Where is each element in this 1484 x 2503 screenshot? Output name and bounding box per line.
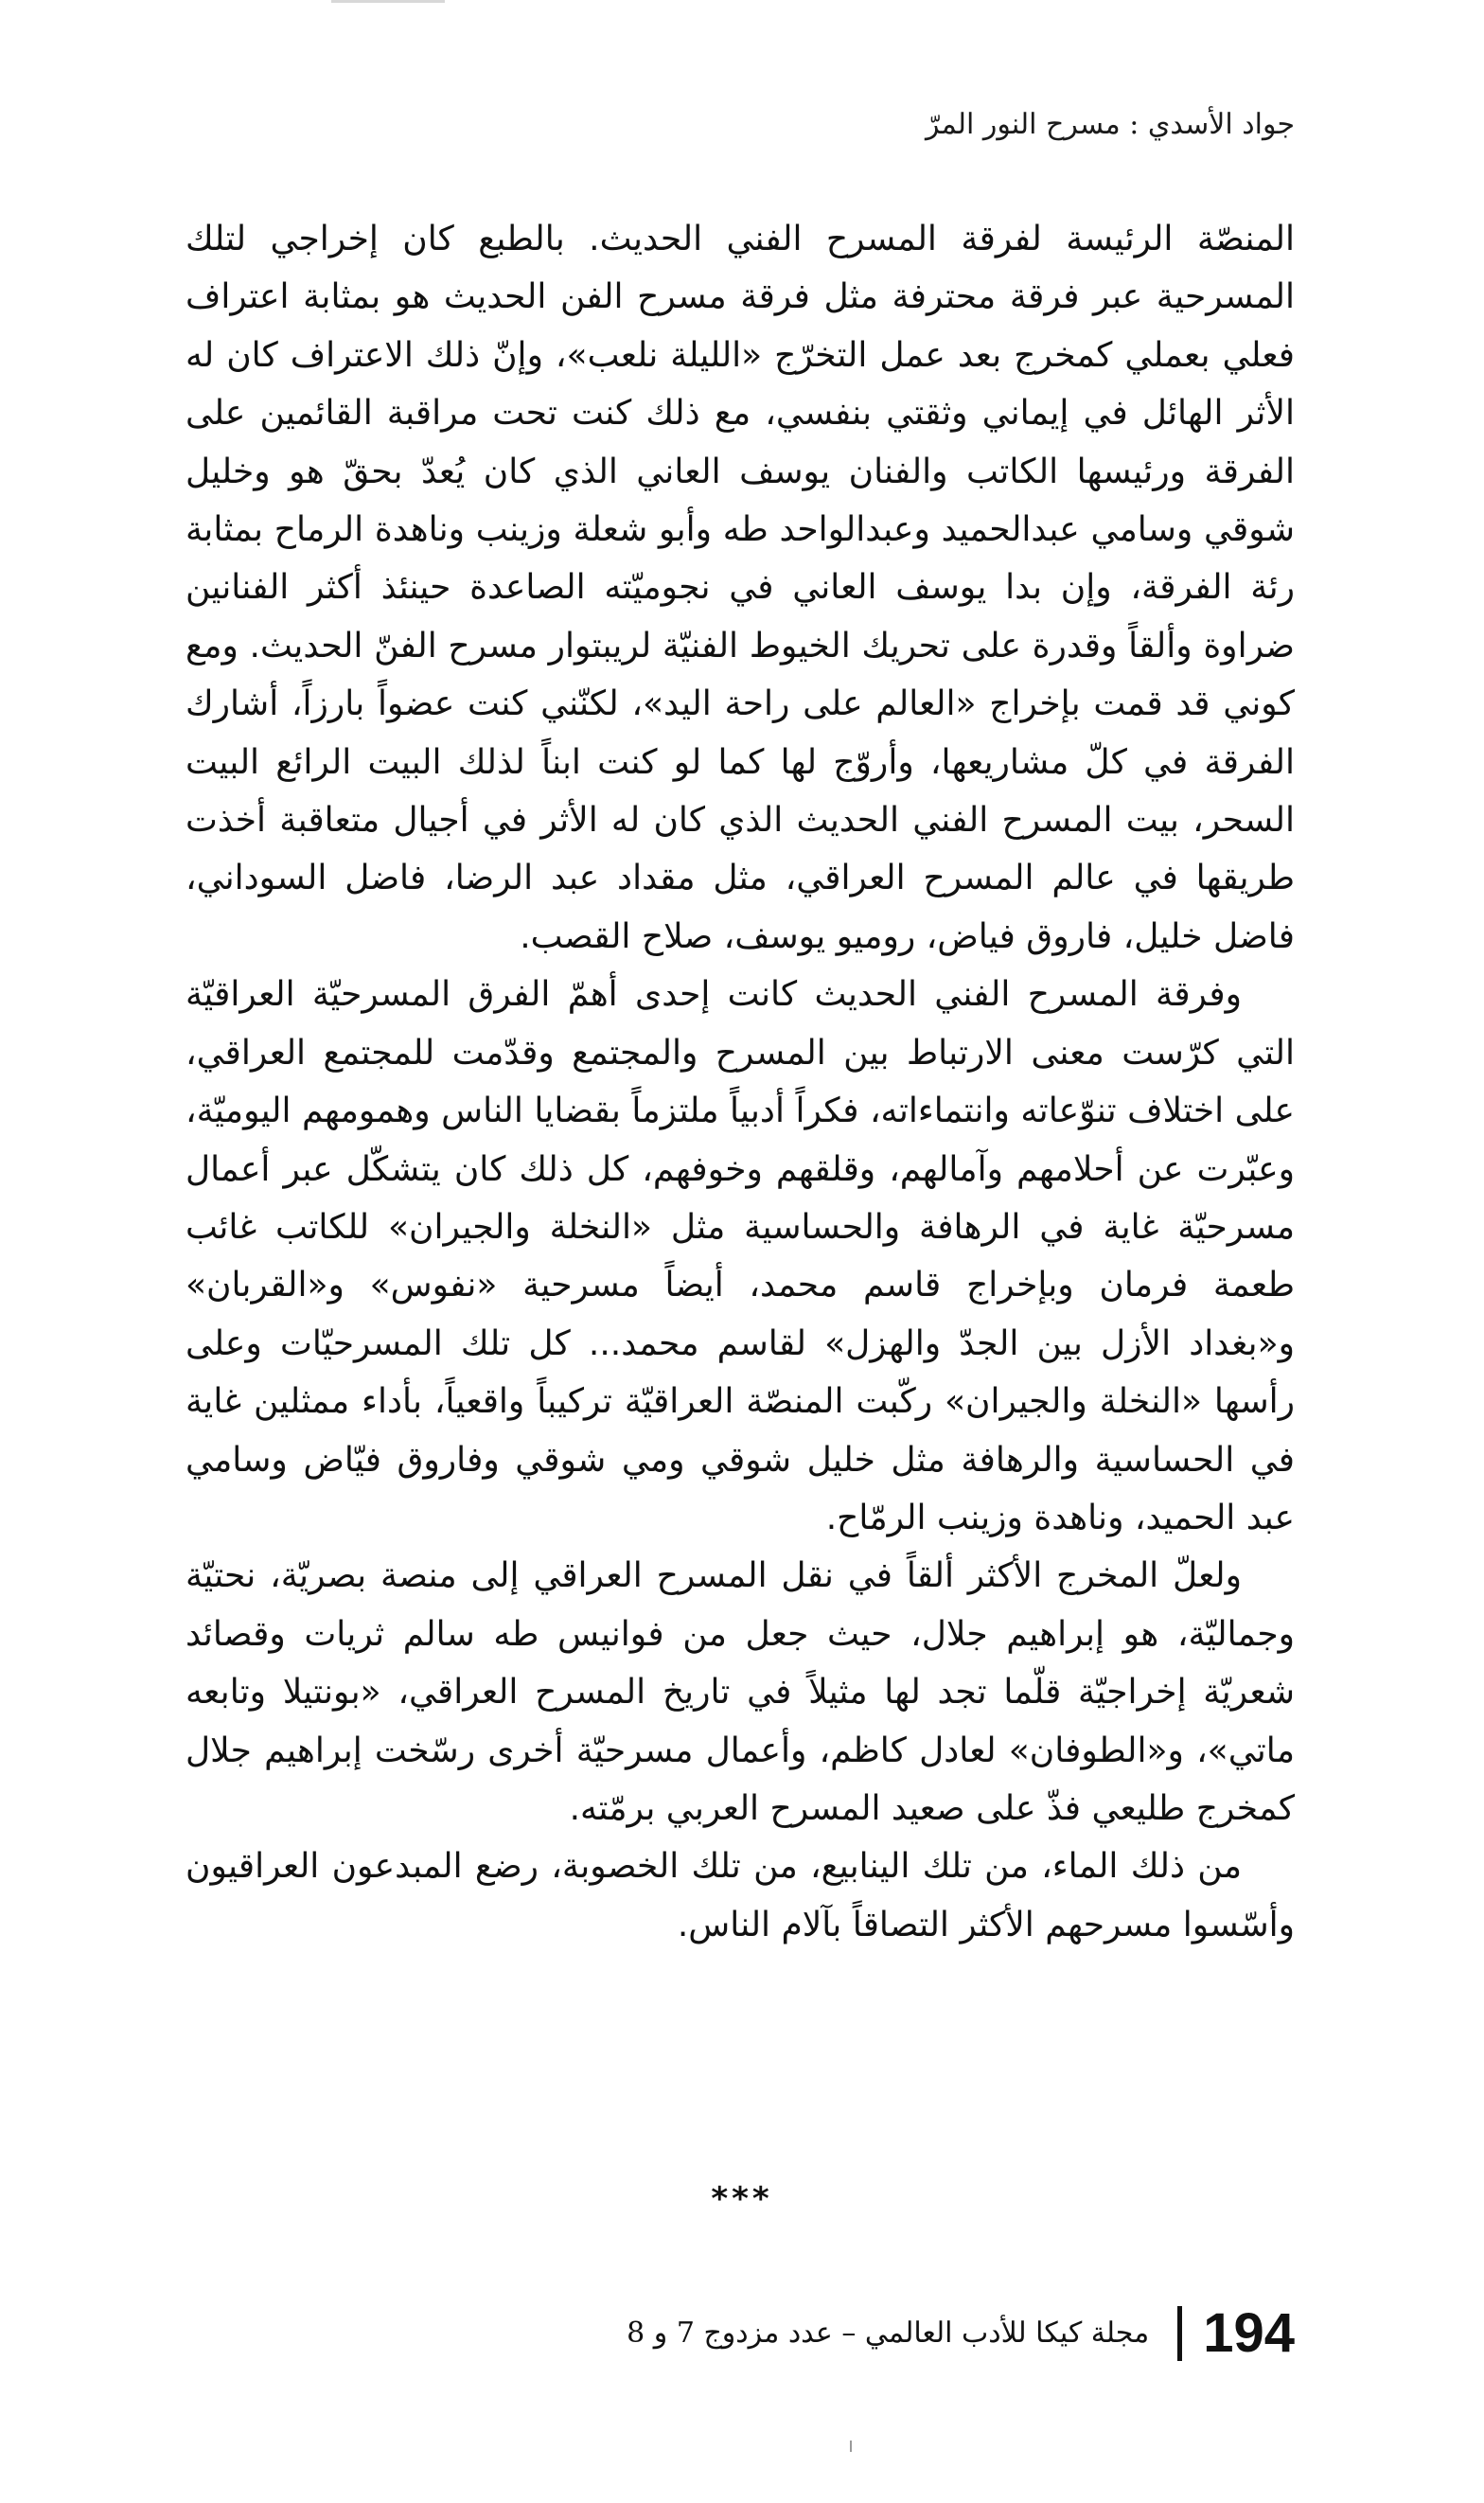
journal-name: مجلة كيكا للأدب العالمي – عدد مزدوج 7 و 8: [627, 2317, 1150, 2350]
footer-divider: [1177, 2306, 1182, 2361]
scan-bottom-mark: [850, 2441, 852, 2452]
page-footer: [627, 2300, 1295, 2367]
paragraph-2: وفرقة المسرح الفني الحديث كانت إحدى أهمّ الفرق المسرحيّة العراقيّة التي كرّست معنى الارتباط بين المسرح والمجتمع وقدّمت للمجتمع العراقي، على اختلاف تنوّعاته وانتماءاته، فكراً أدبياً ملتزماً بقضايا الناس وهمومهم اليوميّة، وعبّرت عن أحلامهم وآمالهم، وقلقهم وخوفهم، كل ذلك كان يتشكّل عبر أعمال مسرحيّة غاية في الرهافة والحساسية مثل «النخلة والجيران» للكاتب غائب طعمة فرمان وبإخراج قاسم محمد، أيضاً مسرحية «نفوس» و«القربان» و«بغداد الأزل بين الجدّ والهزل» لقاسم محمد... كل تلك المسرحيّات وعلى رأسها «النخلة والجيران» ركّبت المنصّة العراقيّة تركيباً واقعياً، بأداء ممثلين غاية في الحساسية والرهافة مثل خليل شوقي ومي شوقي وفاروق فيّاض وسامي عبد الحميد، وناهدة وزينب الرمّاح.: [186, 975, 1295, 1537]
page-number: 194: [1203, 2302, 1295, 2364]
paragraph-3: ولعلّ المخرج الأكثر ألقاً في نقل المسرح العراقي إلى منصة بصريّة، نحتيّة وجماليّة، هو إبراهيم جلال، حيث جعل من فوانيس طه سالم ثريات وقصائد شعريّة إخراجيّة قلّما تجد لها مثيلاً في تاريخ المسرح العراقي، «بونتيلا وتابعه ماتي»، و«الطوفان» لعادل كاظم، وأعمال مسرحيّة أخرى رسّخت إبراهيم جلال كمخرج طليعي فذّ على صعيد المسرح العربي برمّته.: [186, 1556, 1295, 1828]
paragraph-1: المنصّة الرئيسة لفرقة المسرح الفني الحديث. بالطبع كان إخراجي لتلك المسرحية عبر فرقة محترفة مثل فرقة مسرح الفن الحديث هو بمثابة اعتراف فعلي بعملي كمخرج بعد عمل التخرّج «الليلة نلعب»، وإنّ ذلك الاعتراف كان له الأثر الهائل في إيماني وثقتي بنفسي، مع ذلك كنت تحت مراقبة القائمين على الفرقة ورئيسها الكاتب والفنان يوسف العاني الذي كان يُعدّ بحقّ هو وخليل شوقي وسامي عبدالحميد وعبدالواحد طه وأبو شعلة وزينب وناهدة الرماح بمثابة رئة الفرقة، وإن بدا يوسف العاني في نجوميّته الصاعدة حينئذ أكثر الفنانين ضراوة وألقاً وقدرة على تحريك الخيوط الفنيّة لريبتوار مسرح الفنّ الحديث. ومع كوني قد قمت بإخراج «العالم على راحة اليد»، لكنّني كنت عضواً بارزاً، أشارك الفرقة في كلّ مشاريعها، وأروّج لها كما لو كنت ابناً لذلك البيت الرائع البيت السحر، بيت المسرح الفني الحديث الذي كان له الأثر في أجيال متعاقبة أخذت طريقها في عالم المسرح العراقي، مثل مقداد عبد الرضا، فاضل السوداني، فاضل خليل، فاروق فياض، روميو يوسف، صلاح القصب.: [186, 220, 1295, 956]
scan-edge-mark: [331, 0, 445, 3]
section-separator: ***: [711, 2180, 773, 2218]
article-body: [186, 210, 1295, 1954]
paragraph-4: من ذلك الماء، من تلك الينابيع، من تلك الخصوبة، رضع المبدعون العراقيون وأسّسوا مسرحهم الأكثر التصاقاً بآلام الناس.: [186, 1847, 1295, 1944]
running-header: جواد الأسدي : مسرح النور المرّ: [926, 108, 1295, 141]
